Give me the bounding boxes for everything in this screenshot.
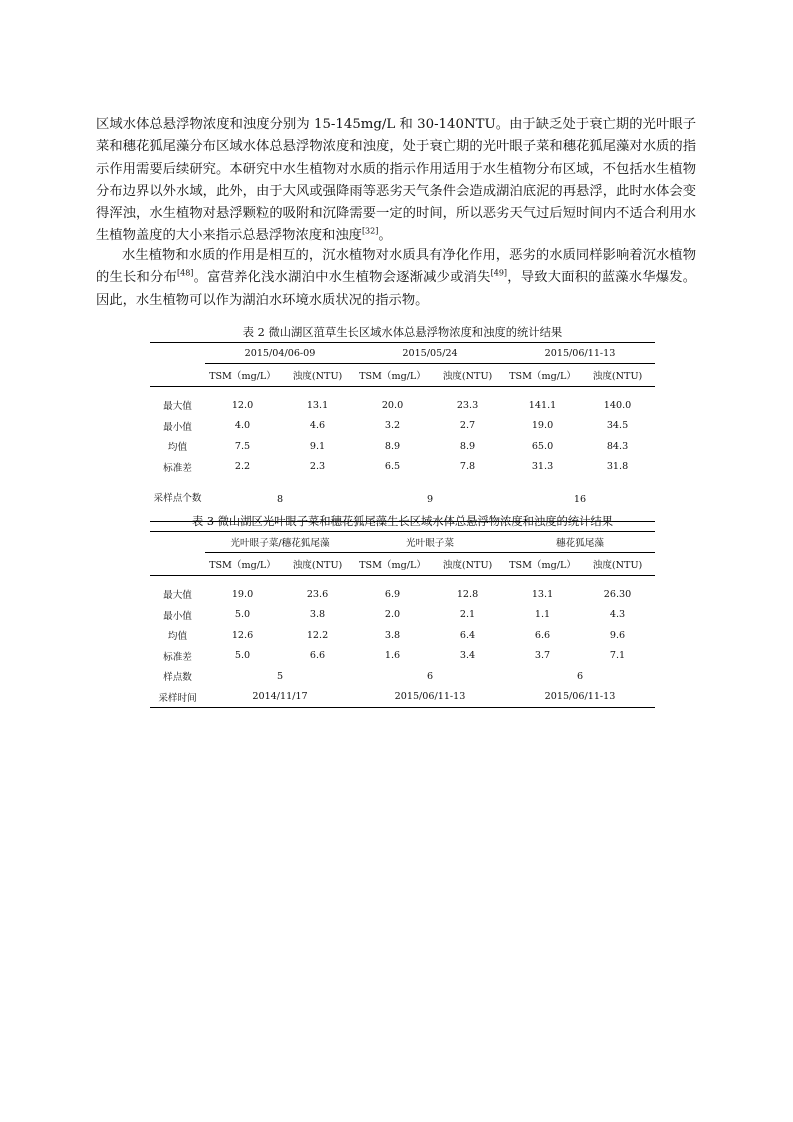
table-cell: 4.6: [309, 420, 326, 432]
table-cell: 6.5: [384, 461, 401, 473]
table-cell: 13.1: [306, 399, 329, 411]
table-cell: 13.1: [531, 588, 554, 600]
table-cell: 2.1: [459, 609, 476, 621]
table-cell: 5.0: [234, 650, 251, 662]
table-subheader-row: [150, 553, 655, 576]
row-label: 最大值: [163, 401, 192, 413]
table-cell: 4.0: [234, 420, 251, 432]
paragraph-text: 。: [378, 228, 392, 244]
column-header: TSM（mg/L）: [355, 553, 430, 576]
table-cell: 12.8: [456, 588, 479, 600]
table-cell: 2.3: [309, 461, 326, 473]
row-label: 均值: [167, 442, 188, 454]
table-cell: 1.1: [534, 609, 551, 621]
table-row: [150, 625, 655, 646]
row-label: 均值: [167, 631, 188, 643]
table-cell: 1.6: [384, 650, 401, 662]
table-cell: 8.9: [459, 440, 476, 452]
citation-ref: [32]: [361, 227, 379, 237]
table-cell: 3.8: [384, 629, 401, 641]
row-label: 最大值: [163, 590, 192, 602]
group-header: 2015/05/24: [355, 343, 505, 364]
empty-cell: [150, 532, 205, 553]
table-cell: 7.5: [234, 440, 251, 452]
table-cell: 16: [573, 493, 587, 505]
table-cell: 9.6: [609, 629, 626, 641]
table-cell: 84.3: [606, 440, 629, 452]
table-cell: 2.7: [459, 420, 476, 432]
row-label: 标准差: [163, 651, 192, 663]
column-header: TSM（mg/L）: [205, 553, 280, 576]
table-cell: 2.0: [384, 609, 401, 621]
citation-ref: [48]: [177, 268, 194, 278]
table-row: [150, 416, 655, 437]
column-header: 浊度(NTU): [280, 553, 355, 576]
table-cell: 3.7: [534, 650, 551, 662]
column-header: 浊度(NTU): [430, 553, 505, 576]
paragraph-text: 区域水体总悬浮物浓度和浊度分别为 15-145mg/L 和 30-140NTU。由于缺乏处于衰亡期的光叶眼子菜和穗花狐尾藻分布区域水体总悬浮物浓度和浊度，处于衰亡期的光叶眼子菜和穗花狐尾藻对水质的指示作用需要后续研究。本研究中水生植物对水质的指示作用适用于水生植物分布区域，不包括水生植物分布边界以外水域，此外，由于大风或强降雨等恶劣天气条件会造成湖泊底泥的再悬浮，此时水体会变得浑浊，水生植物对悬浮颗粒的吸附和沉降需要一定的时间，所以恶劣天气过后短时间内不适合利用水生植物盖度的大小来指示总悬浮物浓度和浊度: [96, 117, 696, 244]
group-header: 2015/04/06-09: [205, 343, 355, 364]
table-cell: 2015/06/11-13: [394, 691, 466, 703]
table-row: [150, 436, 655, 457]
table-cell: 8.9: [384, 440, 401, 452]
table-3: [150, 531, 655, 708]
table-2-caption: 表 2 微山湖区菹草生长区域水体总悬浮物浓度和浊度的统计结果: [242, 326, 563, 339]
citation-ref: [49]: [490, 268, 508, 278]
table-row: [150, 457, 655, 478]
column-header: 浊度(NTU): [280, 364, 355, 387]
group-header: 2015/06/11-13: [505, 343, 655, 364]
table-cell: 34.5: [606, 420, 629, 432]
table-cell: 6.4: [459, 629, 476, 641]
empty-cell: [150, 343, 205, 364]
row-label: 采样时间: [158, 692, 197, 704]
column-header: 浊度(NTU): [430, 364, 505, 387]
table-3-caption: 表 3 微山湖区光叶眼子菜和穗花狐尾藻生长区域水体总悬浮物浓度和浊度的统计结果: [191, 515, 614, 528]
table-row: [150, 666, 655, 687]
table-2: [150, 342, 655, 522]
column-header: 浊度(NTU): [580, 553, 655, 576]
row-label: 采样点个数: [153, 493, 202, 504]
paragraph-text: 。富营养化浅水湖泊中水生植物会逐渐减少或消失: [193, 270, 491, 286]
paragraph-2: [96, 245, 696, 312]
paragraph-1: [96, 114, 696, 248]
table-cell: 140.0: [603, 399, 632, 411]
column-header: TSM（mg/L）: [355, 364, 430, 387]
group-header: 穗花狐尾藻: [505, 532, 655, 553]
row-label: 样点数: [163, 672, 192, 684]
table-cell: 2015/06/11-13: [544, 691, 616, 703]
table-cell: 65.0: [531, 440, 554, 452]
table-cell: 4.3: [609, 609, 626, 621]
column-header: TSM（mg/L）: [505, 553, 580, 576]
row-label: 最小值: [163, 610, 192, 622]
table-row: [150, 584, 655, 605]
paragraph-text: 水生植物和水质的作用是相互的，沉水植物对水质具有净化作用，恶劣的水质同样影响着沉水植物的生长和分布: [96, 248, 696, 286]
column-header: TSM（mg/L）: [205, 364, 280, 387]
table-cell: 12.6: [231, 629, 254, 641]
table-cell: 12.0: [231, 399, 254, 411]
column-header: 浊度(NTU): [580, 364, 655, 387]
table-row: [150, 395, 655, 416]
table-cell: 12.2: [306, 629, 329, 641]
table-cell: 2014/11/17: [252, 691, 308, 703]
table-row: [150, 605, 655, 626]
group-header: 光叶眼子菜: [355, 532, 505, 553]
table-cell: 6.9: [384, 588, 401, 600]
table-cell: 19.0: [531, 420, 554, 432]
table-cell: 5.0: [234, 609, 251, 621]
table-cell: 23.6: [306, 588, 329, 600]
table-cell: 8: [276, 493, 284, 505]
table-cell: 31.3: [531, 461, 554, 473]
table-row: [150, 646, 655, 667]
table-cell: 19.0: [231, 588, 254, 600]
table-cell: 6: [426, 670, 434, 682]
row-label: 标准差: [163, 462, 192, 474]
paragraph-text: ，导致大面积的蓝藻水华爆发。因此，水生植物可以作为湖泊水环境水质状况的指示物。: [96, 270, 697, 308]
table-cell: 141.1: [528, 399, 557, 411]
table-row: [150, 687, 655, 708]
table-cell: 31.8: [606, 461, 629, 473]
table-cell: 23.3: [456, 399, 479, 411]
table-cell: 9.1: [309, 440, 326, 452]
table-cell: 7.1: [609, 650, 626, 662]
empty-cell: [150, 553, 205, 576]
table-group-header-row: [150, 532, 655, 553]
group-header: 光叶眼子菜/穗花狐尾藻: [205, 532, 355, 553]
row-label: 最小值: [163, 421, 192, 433]
table-subheader-row: [150, 364, 655, 387]
table-cell: 3.2: [384, 420, 401, 432]
table-group-header-row: [150, 343, 655, 364]
table-cell: 6.6: [309, 650, 326, 662]
table-cell: 6.6: [534, 629, 551, 641]
table-cell: 3.8: [309, 609, 326, 621]
table-cell: 3.4: [459, 650, 476, 662]
table-cell: 20.0: [381, 399, 404, 411]
empty-cell: [150, 364, 205, 387]
table-cell: 6: [576, 670, 584, 682]
table-cell: 2.2: [234, 461, 251, 473]
table-cell: 5: [276, 670, 284, 682]
column-header: TSM（mg/L）: [505, 364, 580, 387]
table-cell: 7.8: [459, 461, 476, 473]
table-cell: 26.30: [603, 588, 632, 600]
table-cell: 9: [426, 493, 434, 505]
